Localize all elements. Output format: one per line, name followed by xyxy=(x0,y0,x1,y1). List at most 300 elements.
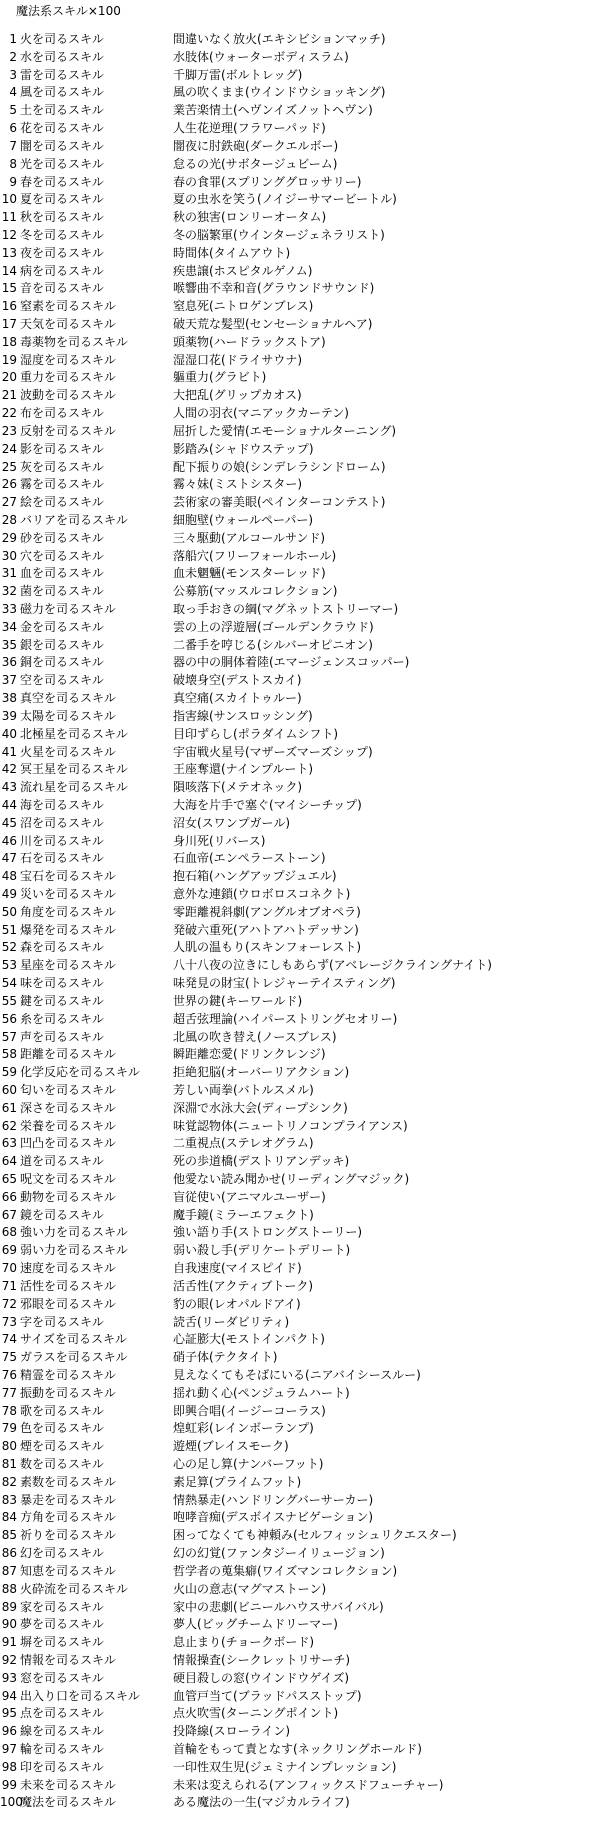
list-item xyxy=(0,1723,605,1741)
skill-name: 素数を司るスキル xyxy=(20,1474,116,1489)
skill-name: 幻を司るスキル xyxy=(20,1546,104,1561)
row-number: 28 xyxy=(1,512,17,527)
skill-name: 夏を司るスキル xyxy=(20,192,104,207)
technique-name: 硬目殺しの窓(ウインドウゲイズ) xyxy=(173,1670,350,1685)
list-item xyxy=(0,138,605,156)
skill-name: 鏡を司るスキル xyxy=(20,1207,104,1222)
skill-name: 川を司るスキル xyxy=(20,833,104,848)
row-number: 9 xyxy=(9,174,17,189)
list-item xyxy=(0,530,605,548)
skill-name: 数を司るスキル xyxy=(20,1457,104,1471)
list-item xyxy=(0,726,605,744)
row-number: 82 xyxy=(1,1474,17,1489)
list-item xyxy=(0,1367,605,1385)
list-item xyxy=(0,49,605,67)
technique-name: 見えなくてもそばにいる(ニアバイシースルー) xyxy=(173,1367,421,1382)
list-item xyxy=(0,1135,605,1153)
skill-name: 夜を司るスキル xyxy=(20,245,104,260)
technique-name: 芸術家の審美眼(ペインターコンテスト) xyxy=(173,495,386,510)
row-number: 94 xyxy=(1,1688,17,1703)
skill-name: 活性を司るスキル xyxy=(20,1278,116,1293)
list-item xyxy=(0,1331,605,1349)
row-number: 54 xyxy=(1,976,17,991)
list-item xyxy=(0,601,605,619)
skill-name: 海を司るスキル xyxy=(20,797,104,812)
row-number: 75 xyxy=(1,1350,17,1365)
list-item xyxy=(0,672,605,690)
technique-name: 瞬距離恋愛(ドリンクレンジ) xyxy=(173,1047,326,1062)
skill-name: 声を司るスキル xyxy=(20,1029,104,1044)
list-item xyxy=(0,1314,605,1332)
skill-name: 湿度を司るスキル xyxy=(20,352,116,367)
skill-name: 道を司るスキル xyxy=(20,1154,104,1169)
row-number: 2 xyxy=(9,49,17,64)
row-number: 44 xyxy=(1,797,17,812)
technique-name: 指害線(サンスロッシング) xyxy=(173,708,313,723)
skill-name: 銀を司るスキル xyxy=(20,637,104,652)
skill-name: サイズを司るスキル xyxy=(20,1332,127,1347)
row-number: 88 xyxy=(1,1581,17,1596)
row-number: 60 xyxy=(1,1082,17,1097)
technique-name: 味発見の財宝(トレジャーテイスティング) xyxy=(173,976,396,991)
technique-name: 読舌(リーダビリティ) xyxy=(173,1314,290,1329)
technique-name: 屈折した愛情(エモーショナルターニング) xyxy=(173,423,397,438)
skill-name: 花を司るスキル xyxy=(20,121,104,136)
row-number: 17 xyxy=(1,317,17,331)
row-number: 92 xyxy=(1,1652,17,1667)
row-number: 8 xyxy=(9,156,17,171)
technique-name: 遊煙(ブレイスモーク) xyxy=(173,1439,289,1454)
skill-name: 家を司るスキル xyxy=(20,1599,104,1614)
skill-name: 栄養を司るスキル xyxy=(20,1118,116,1133)
technique-name: 業苦楽情土(ヘヴンイズノットヘヴン) xyxy=(173,103,373,118)
list-item xyxy=(0,476,605,494)
technique-name: 公募筋(マッスルコレクション) xyxy=(173,584,338,599)
technique-name: 千脚万雷(ボルトレッグ) xyxy=(173,67,303,82)
technique-name: 身川死(リバース) xyxy=(173,833,266,848)
list-item xyxy=(0,548,605,566)
list-item xyxy=(0,494,605,512)
skill-name: 動物を司るスキル xyxy=(20,1189,116,1204)
row-number: 24 xyxy=(1,441,17,456)
list-item xyxy=(0,387,605,405)
technique-name: 雲の上の浮遊層(ゴールデンクラウド) xyxy=(173,619,374,634)
row-number: 70 xyxy=(1,1261,17,1276)
technique-name: 夢人(ビッグチームドリーマー) xyxy=(173,1617,338,1632)
list-item xyxy=(0,263,605,281)
row-number: 12 xyxy=(1,227,17,242)
list-item xyxy=(0,1420,605,1438)
technique-name: 一印性双生児(ジェミナインプレッション) xyxy=(173,1759,397,1774)
list-item xyxy=(0,1403,605,1421)
technique-name: 抱石箱(ハングアップジュエル) xyxy=(173,869,337,884)
technique-name: 喉響曲不幸和音(グラウンドサウンド) xyxy=(173,281,375,296)
list-item xyxy=(0,174,605,192)
skill-name: 光を司るスキル xyxy=(20,156,104,171)
skill-name: 情報を司るスキル xyxy=(20,1652,116,1667)
list-item xyxy=(0,245,605,263)
row-number: 56 xyxy=(1,1011,17,1026)
list-item xyxy=(0,191,605,209)
row-number: 68 xyxy=(1,1225,17,1240)
list-item xyxy=(0,1705,605,1723)
skill-name: 秋を司るスキル xyxy=(20,210,104,225)
technique-name: 即興合唱(イージーコーラス) xyxy=(173,1403,326,1418)
list-item xyxy=(0,1207,605,1225)
list-item xyxy=(0,67,605,85)
technique-name: 情報操査(シークレットリサーチ) xyxy=(173,1652,351,1667)
technique-name: 石血帝(エンペラーストーン) xyxy=(173,851,326,866)
list-item xyxy=(0,1100,605,1118)
list-item xyxy=(0,1029,605,1047)
technique-name: 盲従使い(アニマルユーザー) xyxy=(173,1189,326,1204)
technique-name: 配下振りの娘(シンデレラシンドローム) xyxy=(173,459,386,474)
list-item xyxy=(0,441,605,459)
list-item xyxy=(0,1741,605,1759)
row-number: 63 xyxy=(1,1136,17,1151)
technique-name: 咆哮音痴(デスボイスナビゲーション) xyxy=(173,1510,374,1525)
row-number: 41 xyxy=(1,744,17,759)
technique-name: 宇宙戦火星号(マザーズマーズシップ) xyxy=(173,744,373,759)
skill-name: 風を司るスキル xyxy=(20,85,104,100)
technique-name: 破壊身空(デストスカイ) xyxy=(173,673,302,688)
skill-name: 火を司るスキル xyxy=(20,32,104,46)
list-item xyxy=(0,280,605,298)
skill-name: 鍵を司るスキル xyxy=(20,993,104,1008)
document-title: 魔法系スキル×100 xyxy=(16,4,121,18)
skill-name: 振動を司るスキル xyxy=(20,1385,116,1400)
skill-name: 雷を司るスキル xyxy=(20,67,104,82)
skill-name: 爆発を司るスキル xyxy=(20,922,116,937)
row-number: 53 xyxy=(1,958,17,973)
skill-name: 出入り口を司るスキル xyxy=(20,1688,140,1703)
technique-name: 破天荒な髪型(センセーショナルヘア) xyxy=(173,317,373,331)
list-item xyxy=(0,922,605,940)
technique-name: 首輪をもって責となす(ネックリングホールド) xyxy=(173,1742,422,1756)
list-item xyxy=(0,1349,605,1367)
skill-name: 深さを司るスキル xyxy=(20,1100,116,1115)
row-number: 96 xyxy=(1,1724,17,1739)
skill-name: ガラスを司るスキル xyxy=(20,1350,128,1365)
list-item xyxy=(0,1670,605,1688)
row-number: 5 xyxy=(9,103,17,118)
skill-name: 知恵を司るスキル xyxy=(20,1563,116,1578)
skill-name: 煙を司るスキル xyxy=(20,1439,104,1454)
skill-name: 宝石を司るスキル xyxy=(20,869,116,884)
technique-name: 人間の羽衣(マニアックカーテン) xyxy=(173,406,349,421)
technique-name: 人生花逆理(フラワーパッド) xyxy=(173,121,326,136)
list-item xyxy=(0,1456,605,1474)
row-number: 25 xyxy=(1,459,17,474)
list-item xyxy=(0,1189,605,1207)
technique-name: 頭薬物(ハードラックストア) xyxy=(173,334,326,349)
list-item xyxy=(0,868,605,886)
technique-name: 霧々妹(ミストシスター) xyxy=(173,477,303,492)
skill-name: 輪を司るスキル xyxy=(20,1742,104,1756)
row-number: 98 xyxy=(1,1759,17,1774)
technique-name: 春の食罪(スプリンググロッサリー) xyxy=(173,174,362,189)
technique-name: 窒息死(ニトロゲンブレス) xyxy=(173,299,314,314)
skill-name: 火砕流を司るスキル xyxy=(20,1581,128,1596)
technique-name: 間違いなく放火(エキシビションマッチ) xyxy=(173,32,386,46)
list-item xyxy=(0,512,605,530)
list-item xyxy=(0,209,605,227)
technique-name: 世界の鍵(キーワールド) xyxy=(173,993,303,1008)
skill-name: 銅を司るスキル xyxy=(20,655,104,670)
list-item xyxy=(0,637,605,655)
technique-name: 二重視点(ステレオグラム) xyxy=(173,1136,314,1151)
row-number: 6 xyxy=(9,121,17,136)
technique-name: 点火吹雪(ターニングポイント) xyxy=(173,1706,339,1721)
technique-name: 湿湿口花(ドライサウナ) xyxy=(173,352,303,367)
skill-name: 歌を司るスキル xyxy=(20,1403,104,1418)
skill-name: 空を司るスキル xyxy=(20,673,104,688)
skill-name: 未来を司るスキル xyxy=(20,1777,116,1792)
row-number: 83 xyxy=(1,1492,17,1507)
skill-name: 重力を司るスキル xyxy=(20,370,116,385)
list-item xyxy=(0,1634,605,1652)
technique-name: 家中の悲劇(ビニールハウスサバイバル) xyxy=(173,1599,384,1614)
list-item xyxy=(0,815,605,833)
skill-name: 毒薬物を司るスキル xyxy=(20,334,128,349)
technique-name: 強い語り手(ストロングストーリー) xyxy=(173,1225,363,1240)
technique-name: 影踏み(シャドウステップ) xyxy=(173,441,314,456)
row-number: 73 xyxy=(1,1314,17,1329)
row-number: 26 xyxy=(1,477,17,492)
list-item xyxy=(0,1794,605,1812)
row-number: 84 xyxy=(1,1510,17,1525)
row-number: 32 xyxy=(1,584,17,599)
skill-name: 印を司るスキル xyxy=(20,1759,104,1774)
skill-name: 布を司るスキル xyxy=(20,406,104,421)
technique-name: 隕咳落下(メテオネック) xyxy=(173,780,303,795)
list-item xyxy=(0,298,605,316)
row-number: 50 xyxy=(1,904,17,919)
row-number: 13 xyxy=(1,245,17,260)
skill-name: 霧を司るスキル xyxy=(20,477,104,492)
row-number: 18 xyxy=(1,334,17,349)
skill-name: 凹凸を司るスキル xyxy=(20,1136,116,1151)
technique-name: 取っ手おきの綱(マグネットストリーマー) xyxy=(173,602,399,616)
row-number: 29 xyxy=(1,530,17,545)
row-number: 36 xyxy=(1,655,17,670)
technique-name: 風の吹くまま(ウインドウショッキング) xyxy=(173,85,386,100)
skill-name: 星座を司るスキル xyxy=(20,958,116,973)
list-item xyxy=(0,975,605,993)
row-number: 62 xyxy=(1,1118,17,1133)
technique-name: 揺れ動く心(ペンジュラムハート) xyxy=(173,1385,350,1400)
row-number: 19 xyxy=(1,352,17,367)
technique-name: 疾患譲(ホスピタルゲノム) xyxy=(173,263,313,278)
row-number: 67 xyxy=(1,1207,17,1222)
list-item xyxy=(0,227,605,245)
row-number: 42 xyxy=(1,762,17,777)
list-item xyxy=(0,1046,605,1064)
row-number: 49 xyxy=(1,887,17,901)
technique-name: 素足算(プライムフット) xyxy=(173,1474,302,1489)
skill-name: 距離を司るスキル xyxy=(20,1047,116,1062)
list-item xyxy=(0,1688,605,1706)
list-item xyxy=(0,1563,605,1581)
list-item xyxy=(0,1296,605,1314)
row-number: 47 xyxy=(1,851,17,866)
skill-name: 窒素を司るスキル xyxy=(20,299,116,314)
row-number: 99 xyxy=(1,1777,17,1792)
skill-name: 北極星を司るスキル xyxy=(20,726,128,741)
list-item xyxy=(0,1082,605,1100)
row-number: 97 xyxy=(1,1742,17,1756)
skill-name: 石を司るスキル xyxy=(20,851,104,866)
skill-name: 春を司るスキル xyxy=(20,174,104,189)
row-number: 66 xyxy=(1,1189,17,1204)
list-item xyxy=(0,690,605,708)
technique-name: 三々駆動(アルコールサンド) xyxy=(173,530,326,545)
technique-name: 発破六重死(アハトアハトデッサン) xyxy=(173,922,359,937)
skill-name: 波動を司るスキル xyxy=(20,388,116,403)
skill-name: 天気を司るスキル xyxy=(20,317,116,331)
skill-name: 灰を司るスキル xyxy=(20,459,104,474)
list-item xyxy=(0,84,605,102)
skill-name: 線を司るスキル xyxy=(20,1724,104,1739)
list-item xyxy=(0,1509,605,1527)
technique-name: 心の足し算(ナンバーフット) xyxy=(173,1457,324,1471)
skill-name: 精霊を司るスキル xyxy=(20,1367,116,1382)
technique-name: 自我速度(マイスピイド) xyxy=(173,1261,302,1276)
row-number: 93 xyxy=(1,1670,17,1685)
row-number: 15 xyxy=(1,281,17,296)
row-number: 23 xyxy=(1,423,17,438)
technique-name: 息止まり(チョークボード) xyxy=(173,1635,315,1650)
row-number: 40 xyxy=(1,726,17,741)
row-number: 85 xyxy=(1,1528,17,1543)
skill-name: 暴走を司るスキル xyxy=(20,1492,116,1507)
list-item xyxy=(0,1011,605,1029)
row-number: 69 xyxy=(1,1243,17,1258)
technique-name: 人肌の温もり(スキンフォーレスト) xyxy=(173,940,362,955)
row-number: 58 xyxy=(1,1047,17,1062)
row-number: 89 xyxy=(1,1599,17,1614)
skill-name: 夢を司るスキル xyxy=(20,1617,104,1632)
row-number: 79 xyxy=(1,1421,17,1436)
row-number: 46 xyxy=(1,833,17,848)
list-item xyxy=(0,1171,605,1189)
row-number: 64 xyxy=(1,1154,17,1169)
technique-name: 血未魍魎(モンスターレッド) xyxy=(173,566,326,581)
technique-name: 味覚認物体(ニュートリノコンプライアンス) xyxy=(173,1118,408,1133)
list-item xyxy=(0,423,605,441)
technique-name: 心証膨大(モストインパクト) xyxy=(173,1332,325,1347)
technique-name: 八十八夜の泣きにしもあらず(アベレージクライングナイト) xyxy=(173,958,492,973)
row-number: 48 xyxy=(1,869,17,884)
skill-name: 窓を司るスキル xyxy=(20,1670,104,1685)
row-number: 91 xyxy=(1,1635,17,1650)
row-number: 71 xyxy=(1,1278,17,1293)
skill-name: 森を司るスキル xyxy=(20,940,104,955)
row-number: 27 xyxy=(1,495,17,510)
list-item xyxy=(0,369,605,387)
technique-name: 弱い殺し手(デリケートデリート) xyxy=(173,1243,351,1258)
row-number: 33 xyxy=(1,602,17,616)
technique-name: 目印ずらし(ポラダイムシフト) xyxy=(173,726,339,741)
row-number: 55 xyxy=(1,993,17,1008)
skill-name: 沼を司るスキル xyxy=(20,815,104,830)
skill-name: 菌を司るスキル xyxy=(20,584,104,599)
technique-name: 器の中の胴体着陸(エマージェンスコッパー) xyxy=(173,655,410,670)
skill-name: 祈りを司るスキル xyxy=(20,1528,116,1543)
row-number: 21 xyxy=(1,388,17,403)
skill-name: 冥王星を司るスキル xyxy=(20,762,128,777)
row-number: 52 xyxy=(1,940,17,955)
skill-name: 字を司るスキル xyxy=(20,1314,104,1329)
technique-name: 落船穴(フリーフォールホール) xyxy=(173,548,337,563)
list-item xyxy=(0,120,605,138)
list-item xyxy=(0,316,605,334)
technique-name: 怠るの光(サボタージュビーム) xyxy=(173,156,338,171)
list-item xyxy=(0,1474,605,1492)
list-item xyxy=(0,886,605,904)
skill-name: 穴を司るスキル xyxy=(20,548,104,563)
row-number: 80 xyxy=(1,1439,17,1454)
list-item xyxy=(0,405,605,423)
list-item xyxy=(0,1581,605,1599)
skill-name: 絵を司るスキル xyxy=(20,495,104,510)
list-item xyxy=(0,1545,605,1563)
skill-name: 水を司るスキル xyxy=(20,49,104,64)
technique-name: 大海を片手で塞ぐ(マイシーチップ) xyxy=(173,797,362,812)
technique-name: 大把乱(グリップカオス) xyxy=(173,388,302,403)
skill-name: 邪眼を司るスキル xyxy=(20,1296,116,1311)
skill-name: 流れ星を司るスキル xyxy=(20,780,128,795)
row-number: 77 xyxy=(1,1385,17,1400)
skill-name: 砂を司るスキル xyxy=(20,530,104,545)
skill-name: 魔法を司るスキル xyxy=(20,1795,116,1810)
technique-name: 零距離視斜劇(アングルオブオペラ) xyxy=(173,904,361,919)
list-item xyxy=(0,1599,605,1617)
list-item xyxy=(0,334,605,352)
skill-name: 速度を司るスキル xyxy=(20,1261,116,1276)
skill-name: 点を司るスキル xyxy=(20,1706,104,1721)
technique-name: 火山の意志(マグマストーン) xyxy=(173,1581,327,1596)
technique-name: 豹の眼(レオパルドアイ) xyxy=(173,1296,301,1311)
row-number: 11 xyxy=(1,210,17,225)
list-item xyxy=(0,708,605,726)
row-number: 43 xyxy=(1,780,17,795)
skill-name: 反射を司るスキル xyxy=(20,423,116,438)
list-item xyxy=(0,619,605,637)
skill-name: 色を司るスキル xyxy=(20,1421,104,1436)
list-item xyxy=(0,1118,605,1136)
list-item xyxy=(0,1777,605,1795)
list-item xyxy=(0,1260,605,1278)
row-number: 1 xyxy=(9,32,17,46)
technique-name: 拒絶犯脳(オーバーリアクション) xyxy=(173,1065,350,1080)
list-item xyxy=(0,1064,605,1082)
list-item xyxy=(0,939,605,957)
row-number: 100 xyxy=(0,1795,23,1810)
row-number: 57 xyxy=(1,1029,17,1044)
row-number: 20 xyxy=(1,370,17,385)
technique-name: 時間体(タイムアウト) xyxy=(173,245,291,260)
skill-name: 冬を司るスキル xyxy=(20,227,104,242)
list-item xyxy=(0,654,605,672)
technique-name: 真空痛(スカイトゥルー) xyxy=(173,691,302,706)
row-number: 59 xyxy=(1,1065,17,1080)
skill-list xyxy=(0,31,605,1812)
row-number: 31 xyxy=(1,566,17,581)
list-item xyxy=(0,565,605,583)
row-number: 39 xyxy=(1,708,17,723)
technique-name: 煌虹彩(レインボーランプ) xyxy=(173,1421,314,1436)
